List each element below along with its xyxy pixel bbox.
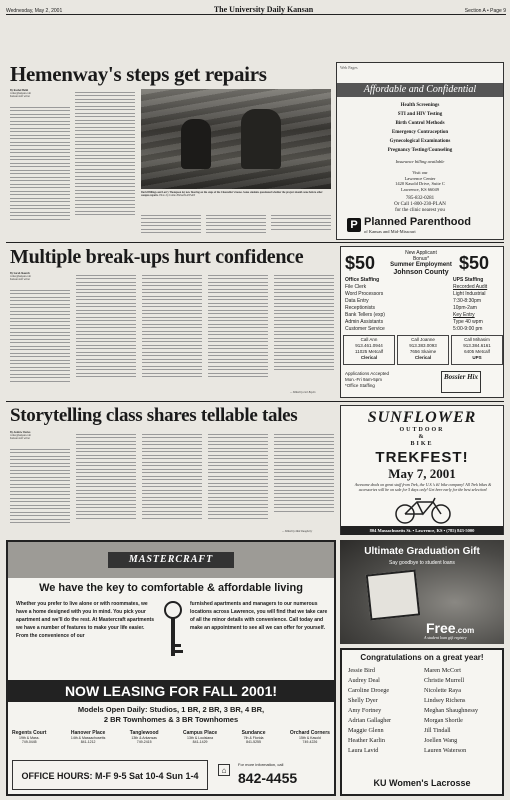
ppfa-topline: Web Pages [340, 65, 358, 70]
mastercraft-banner: NOW LEASING FOR FALL 2001! [8, 680, 334, 702]
story3-col5 [274, 431, 334, 529]
planned-parenthood-ad [336, 62, 504, 240]
sunflower-event: TREKFEST! [375, 449, 469, 466]
location-campus-place: Campus Place 13th & Louisiana 841-1429 [182, 730, 218, 744]
location-tanglewood: Tanglewood 13th & Arkansas 749-2415 [129, 730, 159, 744]
jobs-contacts [343, 335, 503, 365]
location-regents: Regents Court 19th & Mass. 749-0445 [12, 730, 47, 744]
mastercraft-brand: MASTERCRAFT [108, 552, 234, 568]
jobs-contact-3: Call Mihasim 913.384.6161 6405 Metcalf UPS [451, 335, 503, 365]
mastercraft-headline: We have the key to comfortable & affordable living [39, 582, 303, 594]
equal-housing-icon: ⌂ [218, 764, 230, 776]
jobs-contact-2: Call Joanne 913.383.0093 7656 Skaime Clerical [397, 335, 449, 365]
story2-byline: By Sarah Skeerch writer@kansan.com Kansan staff writer [10, 272, 31, 282]
grad-sub: Say goodbye to student loans [389, 560, 455, 566]
story2-col4 [208, 272, 268, 397]
congrats-left-list: Jessie Bird Audrey Deal Caroline Droege Shelly Dyer Amy Fortney Adrian Gallagher Maggie Glenn Heather Karlin Laura Lavid [348, 667, 392, 754]
story3-col1 [10, 446, 70, 536]
jobs-left-list: Office Staffing File Clerk Word Processors Data Entry Receptionists Bank Tellers (exp) Admin Assistants Customer Service [345, 277, 385, 332]
grad-brand: Free.com [426, 620, 475, 636]
ppfa-services: Health Screenings STI and HIV Testing Birth Control Methods Emergency Contraception Gynecological Examinations Pregnancy Testing/Counseling Insurance billing available [387, 103, 453, 164]
story3-col3 [142, 431, 202, 536]
congrats-right-list: Maren McCort Christie Murrell Nicolette Raya Lindsey Richens Meghan Shaughnessy Morgan Shortle Jill Tindall Joellen Wang Lauren Waterson [424, 667, 479, 754]
story2-credit: — Edited by Lori Boyles [290, 391, 316, 394]
story1-col5 [271, 212, 331, 238]
congrats-ad [340, 648, 504, 796]
ppfa-phones: 785-832-0281 Or Call 1-800-230-PLAN for the clinic nearest you [394, 196, 446, 213]
story2-col3 [142, 272, 202, 397]
graduation-gift-ad [340, 540, 504, 644]
mastercraft-locations [12, 730, 330, 744]
mastercraft-ad [6, 540, 336, 796]
bossier-hix-logo: Bossier Hix [441, 371, 481, 393]
story1-headline: Hemenway's steps get repairs [10, 62, 267, 86]
story1-col1 [10, 104, 70, 238]
ppfa-title: Affordable and Confidential [337, 83, 503, 97]
jobs-contact-1: Call Ann 913.461.0944 11025 Metcalf Clerical [343, 335, 395, 365]
story1-col4 [206, 212, 266, 238]
grad-gift-box [366, 570, 421, 621]
sunflower-address: 804 Massachusetts St. • Lawrence, KS • (785) 843-5000 [341, 526, 503, 535]
bicycle-icon [393, 496, 453, 524]
story3-col4 [208, 431, 268, 536]
story1-col3b [141, 212, 201, 238]
story1-caption: David Billings and Larry Thompson lay new flooring on the steps of the Chancellor's house. Some students questioned whether the project should come before other campus repairs. Photo by Joshua Bickel/KANSAN [141, 191, 323, 198]
jobs-footer: Applications Accepted Mon.-Fri 9am-5pm *Office Staffing [345, 371, 390, 388]
ppfa-brand-sub: of Kansas and Mid-Missouri [364, 229, 416, 234]
jobs-right-price: $50 [459, 253, 490, 273]
location-sundance: Sundance 7th & Florida 841-5255 [241, 730, 266, 744]
story3-headline: Storytelling class shares tellable tales [10, 405, 298, 426]
mastercraft-right-text: furnished apartments and managers to our numerous locations across Lawrence, you will find that we take care of all the minor details with convenience. Call today and make an appointment to see all we can offer for yourself. [190, 601, 328, 631]
sunflower-ad [340, 405, 504, 535]
story3-col2 [76, 431, 136, 536]
header-paper-title: The University Daily Kansan [213, 5, 314, 14]
story2-col2 [76, 272, 136, 397]
location-hanover: Hanover Place 14th & Massachusetts 841-1212 [70, 730, 106, 744]
story2-col5 [274, 272, 334, 390]
jobs-left-price: $50 [345, 253, 376, 273]
mastercraft-left-text: Whether you prefer to live alone or with roommates, we have a home designed with you in mind. You pick your apartment and we'll do the rest. At Mastercraft apartments we have a number of features to make your life easier. From the convenience of our [16, 601, 154, 639]
congrats-footer: KU Women's Lacrosse [373, 778, 471, 788]
page-header [6, 6, 506, 15]
story3-byline: By Andrew Davies writer@kansan.com Kansan staff writer [10, 431, 31, 441]
sunflower-brand: SUNFLOWER [367, 409, 477, 426]
key-icon [158, 600, 188, 660]
ppfa-visit: Visit our Lawrence Center 1420 Kasold Drive, Suite C Lawrence, KS 66049 [395, 170, 445, 192]
story2-headline: Multiple break-ups hurt confidence [10, 246, 304, 268]
jobs-ad [340, 246, 504, 398]
mastercraft-phone: 842-4455 [238, 770, 298, 786]
header-section: Section A • Page 9 [464, 8, 506, 14]
sunflower-date: May 7, 2001 [388, 466, 456, 481]
story1-byline: By Rachel Heldt writer@kansan.com Kansan staff writer [10, 89, 31, 99]
sunflower-sub: OUTDOOR & BIKE [399, 427, 445, 447]
story3-credit: — Edited by Matt Daugherty [282, 530, 313, 533]
mastercraft-models: Models Open Daily: Studios, 1 BR, 2 BR, 3 BR, 4 BR, 2 BR Townhomes & 3 BR Townhomes [77, 705, 265, 724]
grad-tag: A student loan gift registry [424, 635, 467, 640]
mastercraft-info: For more information, call [238, 762, 284, 767]
ppfa-logo-icon: P [347, 218, 361, 232]
header-date: Wednesday, May 2, 2001 [6, 8, 63, 14]
grad-title: Ultimate Graduation Gift [364, 546, 480, 557]
story2-col1 [10, 287, 70, 397]
jobs-right-list: UPS Staffing Recorded Audit Light Industrial 7:30-8:30pm 10pm-2am Key Entry Type 40 wpm 5:00-9:00 pm [453, 277, 488, 332]
story1-photo [141, 89, 331, 189]
mastercraft-hours: OFFICE HOURS: M-F 9-5 Sat 10-4 Sun 1-4 [12, 760, 208, 790]
story1-col2 [75, 89, 135, 238]
jobs-top: New Applicant Bonus* Summer Employment Johnson County [390, 250, 452, 276]
location-orchard-corners: Orchard Corners 15th & Kasold 749-4226 [289, 730, 330, 744]
ppfa-brand: Planned Parenthood [364, 216, 471, 228]
congrats-title: Congratulations on a great year! [360, 653, 484, 662]
sunflower-blurb: Awesome deals on great stuff from Trek, the U.S.'s #1 bike company! All Trek bikes & accessories will be on sale for 5 days only! Get here early for the best selection! [354, 482, 492, 492]
